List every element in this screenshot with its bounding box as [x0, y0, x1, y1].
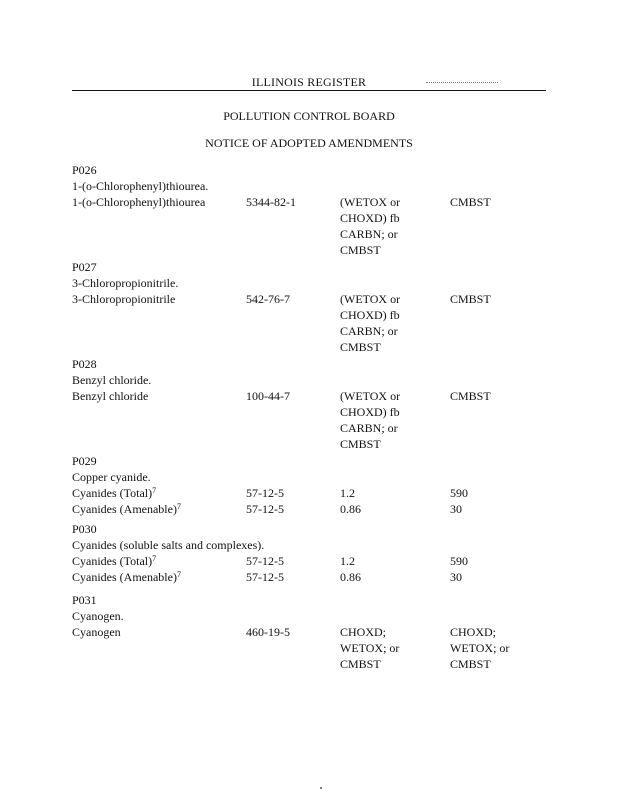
constituent-row — [72, 436, 552, 452]
constituent-name: Cyanides (Total)$^7$ — [72, 486, 157, 500]
waste-code-row — [72, 592, 552, 608]
nonwastewater-standard: 590 — [450, 554, 468, 568]
constituent-name: Cyanides (Amenable)$^7$ — [72, 502, 181, 516]
cas-number: 460-19-5 — [246, 625, 290, 639]
wastewater-standard: CHOXD) fb — [340, 308, 400, 322]
waste-group — [72, 592, 552, 672]
register-title: ILLINOIS REGISTER — [251, 75, 367, 89]
waste-group — [72, 356, 552, 452]
wastewater-standard: CHOXD) fb — [340, 405, 400, 419]
constituent-row — [72, 501, 552, 517]
notice-title: NOTICE OF ADOPTED AMENDMENTS — [205, 136, 413, 150]
wastewater-standard: CARBN; or — [340, 421, 398, 435]
footnote-ref: 7 — [152, 486, 157, 495]
register-header — [72, 74, 546, 91]
waste-group — [72, 259, 552, 355]
waste-code: P027 — [72, 260, 97, 274]
wastewater-standard: CHOXD; — [340, 625, 387, 639]
wastewater-standard: (WETOX or — [340, 292, 401, 306]
wastewater-standard: CMBST — [340, 243, 381, 257]
wastewater-standard: CMBST — [340, 340, 381, 354]
constituent-row — [72, 242, 552, 258]
cas-number: 57-12-5 — [246, 502, 284, 516]
constituent-row — [72, 226, 552, 242]
wastewater-standard: 0.86 — [340, 502, 361, 516]
constituent-row — [72, 210, 552, 226]
waste-name: Benzyl chloride. — [72, 373, 152, 387]
waste-name-row — [72, 372, 552, 388]
constituent-name: Benzyl chloride — [72, 389, 149, 403]
waste-code-row — [72, 453, 552, 469]
footnote-ref: 7 — [176, 570, 181, 579]
waste-code-row — [72, 356, 552, 372]
waste-name: 1-(o-Chlorophenyl)thiourea. — [72, 179, 209, 193]
waste-group — [72, 521, 552, 585]
constituent-name: 1-(o-Chlorophenyl)thiourea — [72, 195, 206, 209]
constituent-row — [72, 291, 552, 307]
nonwastewater-standard: 590 — [450, 486, 468, 500]
waste-name-row — [72, 608, 552, 624]
nonwastewater-standard: CMBST — [450, 195, 491, 209]
waste-code-row — [72, 259, 552, 275]
constituent-row — [72, 339, 552, 355]
nonwastewater-standard: 30 — [450, 570, 462, 584]
constituent-row — [72, 569, 552, 585]
constituent-row — [72, 388, 552, 404]
waste-code: P030 — [72, 522, 97, 536]
cas-number: 100-44-7 — [246, 389, 290, 403]
wastewater-standard: CMBST — [340, 657, 381, 671]
constituent-name: Cyanides (Amenable)$^7$ — [72, 570, 181, 584]
waste-name: Cyanogen. — [72, 609, 124, 623]
wastewater-standard: 1.2 — [340, 554, 355, 568]
cas-number: 5344-82-1 — [246, 195, 296, 209]
wastewater-standard: (WETOX or — [340, 389, 401, 403]
wastewater-standard: CHOXD) fb — [340, 211, 400, 225]
constituent-row — [72, 404, 552, 420]
nonwastewater-standard: WETOX; or — [450, 641, 510, 655]
constituent-name: Cyanogen — [72, 625, 121, 639]
wastewater-standard: CARBN; or — [340, 324, 398, 338]
header-stamp-mark — [426, 82, 498, 85]
constituent-row — [72, 640, 552, 656]
nonwastewater-standard: CMBST — [450, 292, 491, 306]
waste-name-row — [72, 537, 552, 553]
nonwastewater-standard: 30 — [450, 502, 462, 516]
waste-group — [72, 162, 552, 258]
constituent-name: 3-Chloropropionitrile — [72, 292, 176, 306]
constituent-name: Cyanides (Total)$^7$ — [72, 554, 157, 568]
constituent-row — [72, 656, 552, 672]
nonwastewater-standard: CMBST — [450, 657, 491, 671]
cas-number: 57-12-5 — [246, 554, 284, 568]
wastewater-standard: CMBST — [340, 437, 381, 451]
waste-name-row — [72, 178, 552, 194]
waste-group — [72, 453, 552, 517]
cas-number: 542-76-7 — [246, 292, 290, 306]
wastewater-standard: 0.86 — [340, 570, 361, 584]
wastewater-standard: CARBN; or — [340, 227, 398, 241]
constituent-row — [72, 307, 552, 323]
waste-code-row — [72, 162, 552, 178]
waste-code: P031 — [72, 593, 97, 607]
waste-name-row — [72, 469, 552, 485]
constituent-row — [72, 553, 552, 569]
wastewater-standard: WETOX; or — [340, 641, 400, 655]
footnote-ref: 7 — [176, 502, 181, 511]
waste-code: P028 — [72, 357, 97, 371]
waste-code: P026 — [72, 163, 97, 177]
page-mark — [320, 787, 322, 789]
nonwastewater-standard: CHOXD; — [450, 625, 497, 639]
constituent-row — [72, 624, 552, 640]
constituent-row — [72, 485, 552, 501]
constituent-row — [72, 194, 552, 210]
waste-name: Cyanides (soluble salts and complexes). — [72, 538, 265, 552]
constituent-row — [72, 420, 552, 436]
waste-name: 3-Chloropropionitrile. — [72, 276, 179, 290]
footnote-ref: 7 — [152, 554, 157, 563]
constituent-row — [72, 323, 552, 339]
wastewater-standard: 1.2 — [340, 486, 355, 500]
waste-code-row — [72, 521, 552, 537]
waste-name: Copper cyanide. — [72, 470, 151, 484]
waste-name-row — [72, 275, 552, 291]
wastewater-standard: (WETOX or — [340, 195, 401, 209]
board-title: POLLUTION CONTROL BOARD — [223, 109, 395, 123]
waste-code: P029 — [72, 454, 97, 468]
nonwastewater-standard: CMBST — [450, 389, 491, 403]
cas-number: 57-12-5 — [246, 570, 284, 584]
cas-number: 57-12-5 — [246, 486, 284, 500]
